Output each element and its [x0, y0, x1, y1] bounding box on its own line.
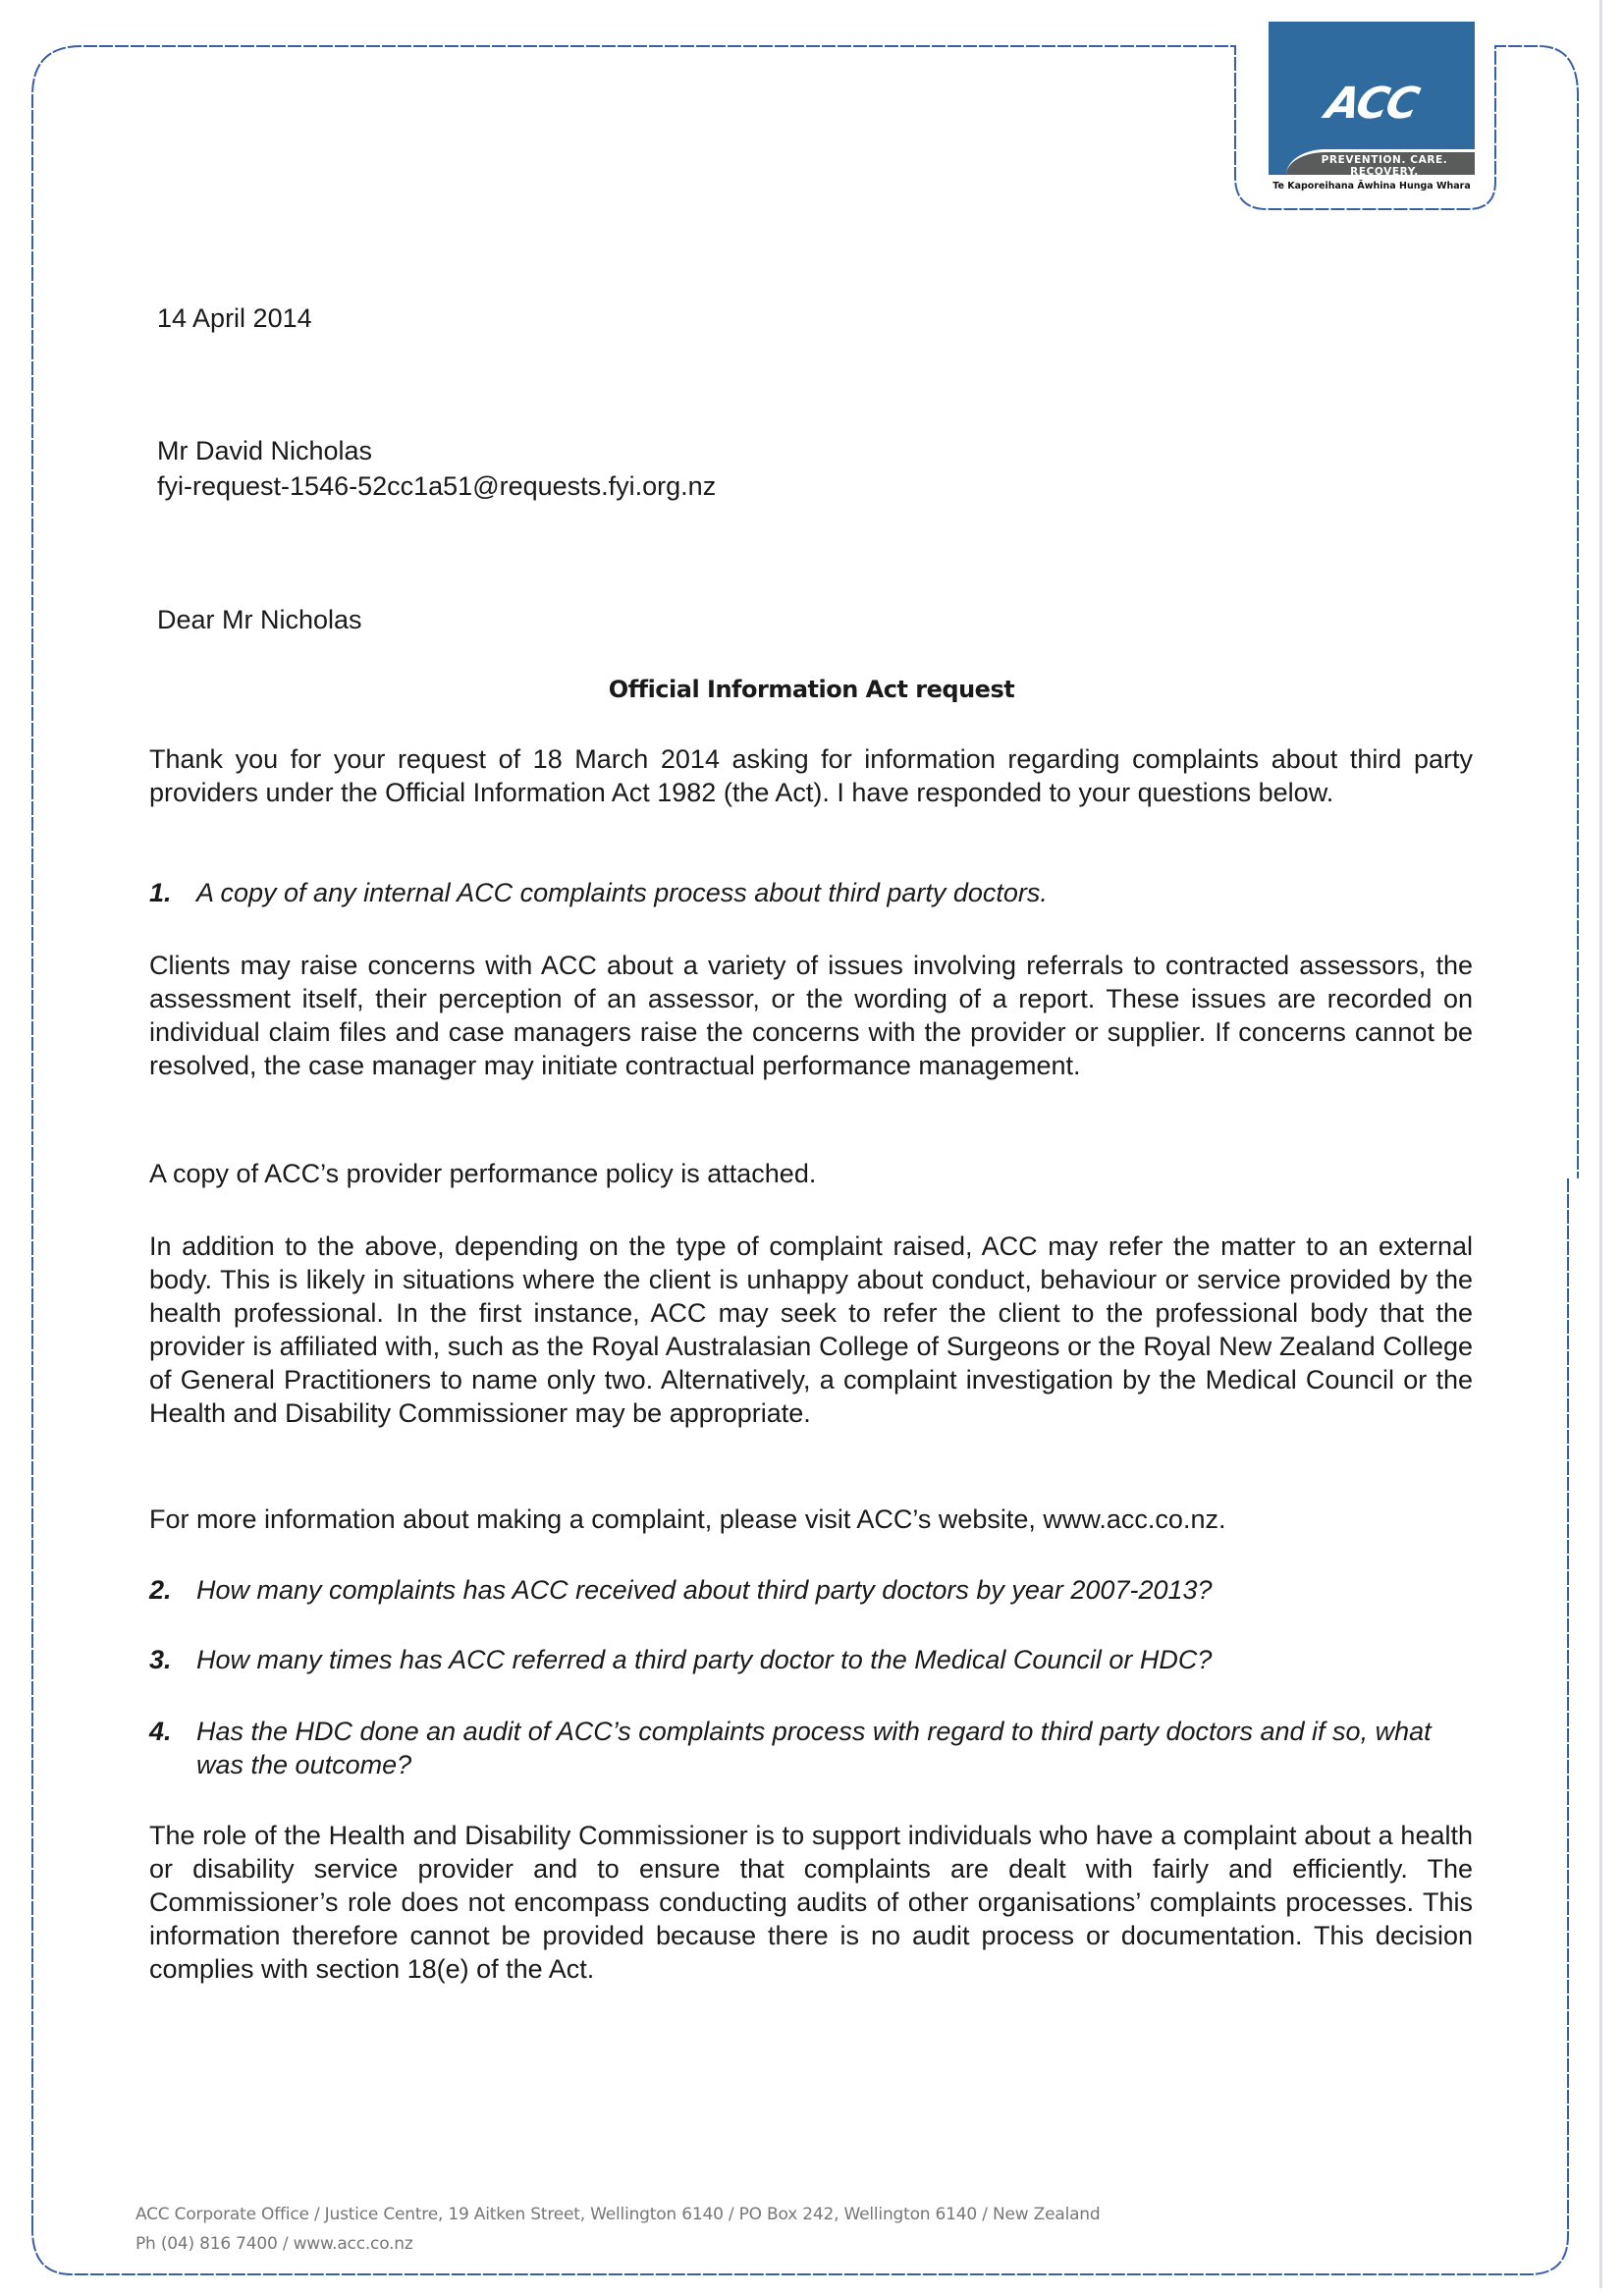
- question-number: 4.: [149, 1717, 172, 1746]
- logo-blue-panel: [1269, 22, 1475, 175]
- answer-1-paragraph-2: A copy of ACC’s provider performance policy is attached.: [149, 1159, 817, 1188]
- question-1: [149, 876, 1473, 909]
- footer-contact: Ph (04) 816 7400 / www.acc.co.nz: [135, 2234, 413, 2254]
- answer-1-paragraph-4: For more information about making a complaint, please visit ACC’s website, www.acc.co.nz.: [149, 1504, 1226, 1534]
- question-number: 3.: [149, 1645, 172, 1674]
- question-text: A copy of any internal ACC complaints process about third party doctors.: [196, 878, 1048, 907]
- logo-tagline: PREVENTION. CARE. RECOVERY.: [1321, 154, 1448, 175]
- salutation: Dear Mr Nicholas: [157, 605, 362, 634]
- answer-1-paragraph-1: Clients may raise concerns with ACC about a variety of issues involving referrals to contracted assessors, the assessment itself, their perception of an assessor, or the wording of a report. These issues are recorded on individual claim files and case managers raise the concerns with the provider or supplier. If concerns cannot be resolved, the case manager may initiate contractual performance management.: [149, 951, 1473, 1080]
- answer-4-paragraph: The role of the Health and Disability Commissioner is to support individuals who have a complaint about a health or disability service provider and to ensure that complaints are dealt with fairly and efficiently. The Commissioner’s role does not encompass conducting audits of other organisations’ complaints processes. This information therefore cannot be provided because there is no audit process or documentation. This decision complies with section 18(e) of the Act.: [149, 1821, 1473, 1984]
- footer-address: ACC Corporate Office / Justice Centre, 19 Aitken Street, Wellington 6140 / PO Box 242, Wellington 6140 / New Zealand: [135, 2205, 1101, 2224]
- acc-logo: [1269, 22, 1475, 191]
- letter-date: 14 April 2014: [157, 303, 312, 333]
- recipient-email: fyi-request-1546-52cc1a51@requests.fyi.org.nz: [157, 471, 717, 501]
- question-text: How many times has ACC referred a third party doctor to the Medical Council or HDC?: [196, 1645, 1213, 1674]
- question-text: How many complaints has ACC received about third party doctors by year 2007-2013?: [196, 1575, 1213, 1605]
- answer-1-paragraph-3: In addition to the above, depending on the type of complaint raised, ACC may refer the matter to an external body. This is likely in situations where the client is unhappy about conduct, behaviour or service provided by the health professional. In the first instance, ACC may seek to refer the client to the professional body that the provider is affiliated with, such as the Royal Australasian College of Surgeons or the Royal New Zealand College of General Practitioners to name only two. Alternatively, a complaint investigation by the Medical Council or the Health and Disability Commissioner may be appropriate.: [149, 1231, 1473, 1428]
- acc-wordmark: ACC: [1321, 79, 1423, 129]
- intro-paragraph: Thank you for your request of 18 March 2014 asking for information regarding complaints about third party providers under the Official Information Act 1982 (the Act). I have responded to your questions below.: [149, 744, 1473, 807]
- recipient-name: Mr David Nicholas: [157, 436, 373, 465]
- logo-maori-name: Te Kaporeihana Āwhina Hunga Whara: [1272, 181, 1471, 191]
- question-4: [149, 1715, 1473, 1781]
- question-text: Has the HDC done an audit of ACC’s complaints process with regard to third party doctors and if so, what was the outcome?: [196, 1717, 1432, 1779]
- question-2: [149, 1573, 1473, 1607]
- question-number: 2.: [149, 1575, 172, 1605]
- question-3: [149, 1643, 1473, 1676]
- question-number: 1.: [149, 878, 172, 907]
- letter-heading: Official Information Act request: [608, 676, 1015, 703]
- scan-edge-line: [1599, 0, 1602, 2288]
